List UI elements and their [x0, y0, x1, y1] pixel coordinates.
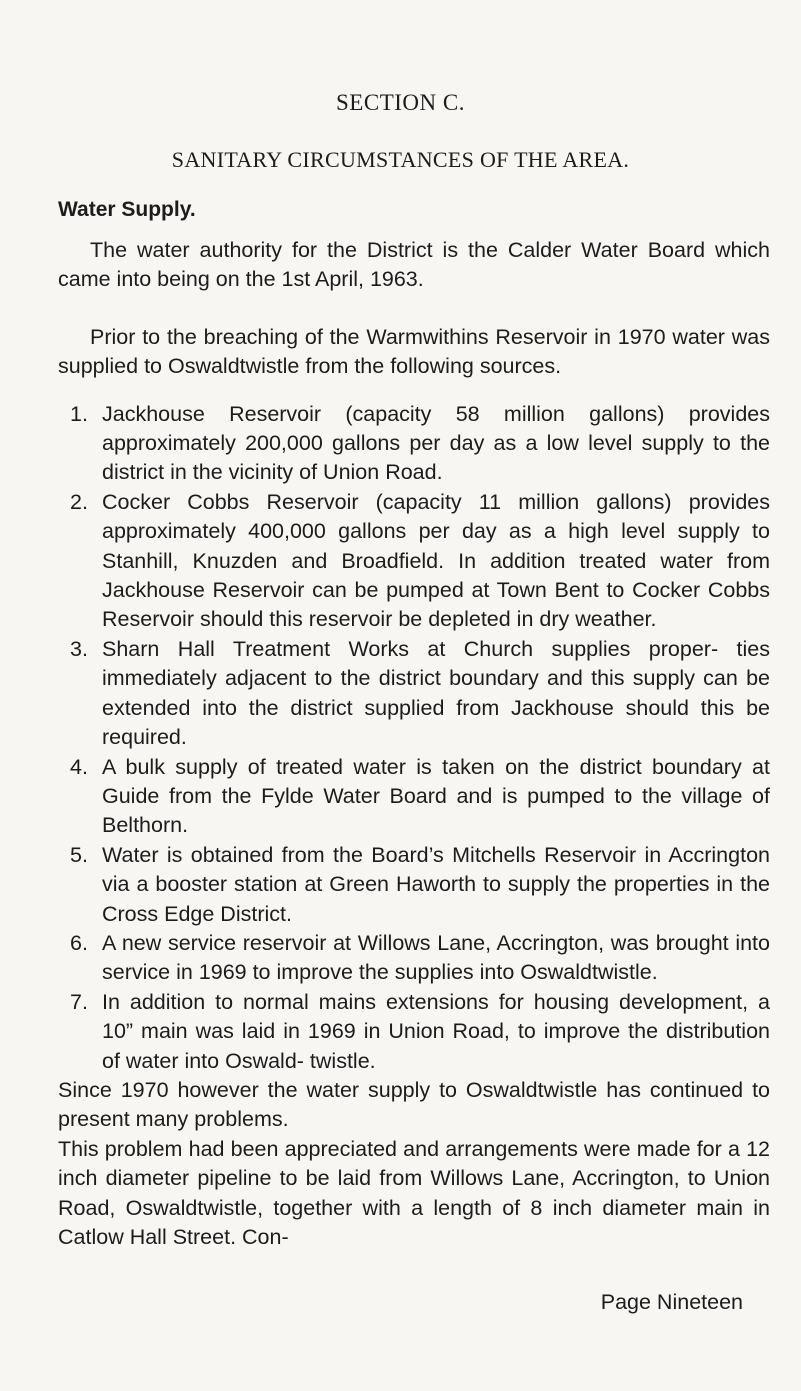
list-item [58, 400, 770, 488]
list-item-number: 3. [70, 636, 88, 661]
paragraph-pipeline: This problem had been appreciated and arrangements were made for a 12 inch diameter pipeline to be laid from Willows Lane, Accrington, to Union Road, Oswaldtwistle, together with a length of 8 inch diameter main in Catlow Hall Street. Con- [58, 1136, 770, 1249]
list-item-number: 5. [70, 842, 88, 867]
paragraph-prior-breaching: Prior to the breaching of the Warmwithins Reservoir in 1970 water was supplied to Oswaldtwistle from the following sources. [58, 324, 770, 379]
list-item-number: 7. [70, 989, 88, 1014]
list-item-number: 6. [70, 930, 88, 955]
list-item-number: 2. [70, 489, 88, 514]
body-text [58, 236, 770, 1252]
list-item-text: Water is obtained from the Board’s Mitchells Reservoir in Accrington via a booster station at Green Haworth to supply the properties in the Cross Edge District. [102, 842, 770, 926]
list-item [58, 929, 770, 988]
page-number: Page Nineteen [600, 1290, 743, 1314]
list-item [58, 488, 770, 635]
list-item-text: Jackhouse Reservoir (capacity 58 million gallons) provides approximately 200,000 gallons per day as a low level supply to the district in the vicinity of Union Road. [102, 401, 770, 485]
list-item [58, 635, 770, 753]
list-item-text: Sharn Hall Treatment Works at Church supplies proper- ties immediately adjacent to the district boundary and this supply can be extended into the district supplied from Jackhouse should this be required. [102, 636, 770, 750]
list-item [58, 988, 770, 1076]
paragraph-since-1970: Since 1970 however the water supply to Oswaldtwistle has continued to present many problems. [58, 1077, 770, 1132]
list-item-text: In addition to normal mains extensions for housing development, a 10” main was laid in 1969 in Union Road, to improve the distribution of water into Oswald- twistle. [102, 989, 770, 1073]
subheading-water-supply: Water Supply. [58, 198, 196, 221]
page-heading: SANITARY CIRCUMSTANCES OF THE AREA. [171, 147, 630, 172]
paragraph-water-authority: The water authority for the District is the Calder Water Board which came into being on the 1st April, 1963. [58, 238, 770, 292]
list-item [58, 753, 770, 841]
list-item-text: A bulk supply of treated water is taken on the district boundary at Guide from the Fylde Water Board and is pumped to the village of Belthorn. [102, 754, 770, 838]
list-item-text: Cocker Cobbs Reservoir (capacity 11 million gallons) provides approximately 400,000 gallons per day as a high level supply to Stanhill, Knuzden and Broadfield. In addition treated water from Jackhouse Reservoir can be pumped at Town Bent to Cocker Cobbs Reservoir should this reservoir be depleted in dry weather. [102, 489, 770, 632]
list-item-number: 1. [70, 401, 88, 426]
sources-list [58, 400, 770, 1076]
list-item-text: A new service reservoir at Willows Lane, Accrington, was brought into service in 1969 to improve the supplies into Oswaldtwistle. [102, 930, 770, 985]
section-title: SECTION C. [336, 90, 465, 115]
list-item-number: 4. [70, 754, 88, 779]
list-item [58, 841, 770, 929]
